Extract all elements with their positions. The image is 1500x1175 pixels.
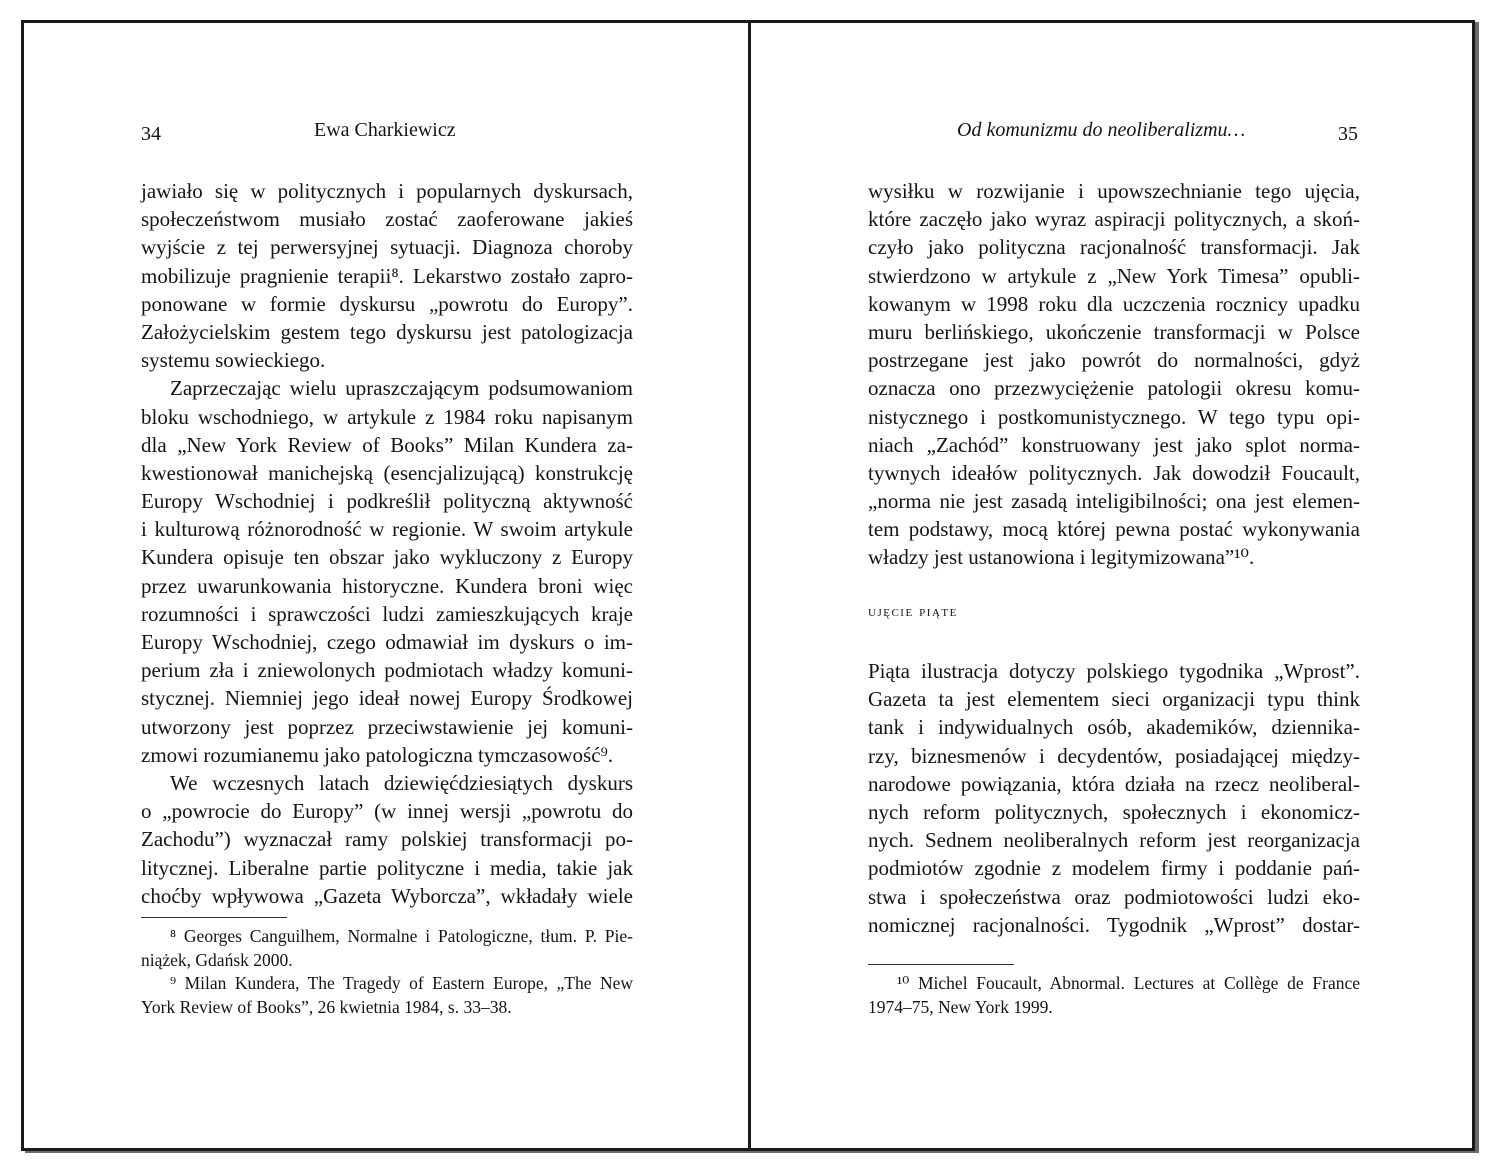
page-number: 35 [1338, 123, 1358, 145]
running-head: Ewa Charkiewicz [314, 119, 456, 141]
text-line: Zaprzeczając wielu upraszczającym podsumowaniom [170, 376, 633, 401]
text-line: o „powrocie do Europy” (w innej wersji „powrotu do [141, 799, 633, 824]
text-line: rozumności i sprawczości ludzi zamieszkujących kraje [141, 601, 633, 626]
text-line: Założycielskim gestem tego dyskursu jest patologizacja [141, 319, 633, 344]
footnote-rule [141, 917, 287, 918]
text-line: kwestionował manichejską (esencjalizującą) konstrukcję [141, 460, 633, 485]
text-line: Europy Wschodniej i podkreślił polityczną aktywność [141, 489, 633, 514]
text-line: jawiało się w politycznych i popularnych dyskursach, [141, 179, 633, 203]
text-line: nomicznej racjonalności. Tygodnik „Wprost” dostar- [868, 912, 1360, 937]
text-line: społeczeństwom musiało zostać zaoferowane jakieś [141, 207, 633, 232]
footnote [141, 925, 633, 972]
text-line: przez uwarunkowania historyczne. Kundera broni więc [141, 573, 633, 598]
text-line: choćby wpływowa „Gazeta Wyborcza”, wkładały wiele [141, 883, 633, 908]
text-line: nistycznego i postkomunistycznego. W tego typu opi- [868, 404, 1360, 429]
text-line: rzy, biznesmenów i decydentów, posiadającej między- [868, 743, 1360, 768]
text-line: litycznej. Liberalne partie polityczne i media, takie jak [141, 855, 633, 880]
right-page [751, 23, 1472, 1148]
text-line: władzy jest ustanowiona i legitymizowana”¹⁰. [868, 545, 1255, 570]
text-line: Piąta ilustracja dotyczy polskiego tygodnika „Wprost”. [868, 659, 1360, 683]
text-line: systemu sowieckiego. [141, 348, 326, 373]
text-line: ponowane w formie dyskursu „powrotu do Europy”. [141, 291, 633, 316]
text-line: dla „New York Review of Books” Milan Kundera za- [141, 432, 633, 457]
footnote [141, 972, 633, 1019]
text-line: muru berlińskiego, ukończenie transformacji w Polsce [868, 319, 1360, 344]
text-line: kowanym w 1998 roku dla uczczenia rocznicy upadku [868, 291, 1360, 316]
body-text [141, 177, 633, 910]
footnote-line: 1974–75, New York 1999. [868, 996, 1053, 1017]
text-line: wyjście z tej perwersyjnej sytuacji. Diagnoza choroby [141, 235, 633, 260]
page-number: 34 [141, 123, 161, 145]
text-line: utworzony jest poprzez przeciwstawienie jej komuni- [141, 714, 633, 739]
text-line: tank i indywidualnych osób, akademików, dziennika- [868, 715, 1360, 740]
text-line: narodowe powiązania, która działa na rzecz neoliberal- [868, 771, 1360, 796]
text-line: niach „Zachód” konstruowany jest jako splot norma- [868, 432, 1360, 457]
text-line: perium zła i zniewolonych podmiotach władzy komuni- [141, 658, 633, 683]
text-line: wysiłku w rozwijanie i upowszechnianie tego ujęcia, [868, 179, 1360, 203]
text-line: oznacza ono przezwyciężenie patologii okresu komu- [868, 376, 1360, 401]
text-line: i kulturową różnorodność w regionie. W swoim artykule [141, 517, 633, 542]
footnote-line: niążek, Gdańsk 2000. [141, 949, 293, 970]
text-line: Zachodu”) wyznaczał ramy polskiej transformacji po- [141, 827, 633, 852]
text-line: Gazeta ta jest elementem sieci organizacji typu think [868, 687, 1360, 712]
text-line: mobilizuje pragnienie terapii⁸. Lekarstwo zostało zapro- [141, 263, 633, 288]
text-line: „norma nie jest zasadą inteligibilności; ona jest elemen- [868, 489, 1360, 514]
running-head: Od komunizmu do neoliberalizmu… [957, 119, 1246, 141]
text-line: nych. Sednem neoliberalnych reform jest reorganizacja [868, 828, 1360, 853]
footnote-rule [868, 964, 1014, 965]
text-line: nych reform politycznych, społecznych i ekonomicz- [868, 799, 1360, 824]
text-line: tem podstawy, mocą której pewna postać wykonywania [868, 517, 1360, 542]
text-line: Europy Wschodniej, czego odmawiał im dyskurs o im- [141, 630, 633, 654]
book-spread [21, 20, 1475, 1151]
text-line: czyło jako polityczna racjonalność transformacji. Jak [868, 235, 1360, 260]
text-line: stwierdzono w artykule z „New York Timesa” opubli- [868, 263, 1360, 288]
left-page [24, 23, 748, 1148]
text-line: zmowi rozumianemu jako patologiczna tymczasowość⁹. [141, 742, 614, 767]
text-line: bloku wschodniego, w artykule z 1984 roku napisanym [141, 404, 633, 429]
text-line: podmiotów zgodnie z modelem firmy i poddanie pań- [868, 856, 1360, 881]
footnote-line: ⁸ Georges Canguilhem, Normalne i Patologiczne, tłum. P. Pie- [170, 926, 633, 946]
section-heading: ujęcie piąte [868, 603, 958, 620]
text-line: stwa i społeczeństwa oraz podmiotowości ludzi eko- [868, 884, 1360, 909]
footnote-line: York Review of Books”, 26 kwietnia 1984, s. 33–38. [141, 996, 512, 1017]
text-line: tywnych ideałów politycznych. Jak dowodził Foucault, [868, 460, 1360, 485]
text-line: postrzegane jest jako powrót do normalności, gdyż [868, 348, 1360, 373]
footnotes [868, 972, 1360, 1019]
footnote [868, 972, 1360, 1019]
body-text [868, 177, 1360, 572]
body-text-section [868, 657, 1360, 939]
footnote-line: ⁹ Milan Kundera, The Tragedy of Eastern Europe, „The New [170, 973, 633, 993]
text-line: Kundera opisuje ten obszar jako wykluczony z Europy [141, 545, 633, 570]
text-line: We wczesnych latach dziewięćdziesiątych dyskurs [170, 770, 633, 795]
text-line: stycznej. Niemniej jego ideał nowej Europy Środkowej [141, 686, 633, 711]
footnotes [141, 925, 633, 1019]
footnote-line: ¹⁰ Michel Foucault, Abnormal. Lectures at Collège de France [897, 973, 1360, 993]
text-line: które zaczęło jako wyraz aspiracji politycznych, a skoń- [868, 207, 1360, 232]
